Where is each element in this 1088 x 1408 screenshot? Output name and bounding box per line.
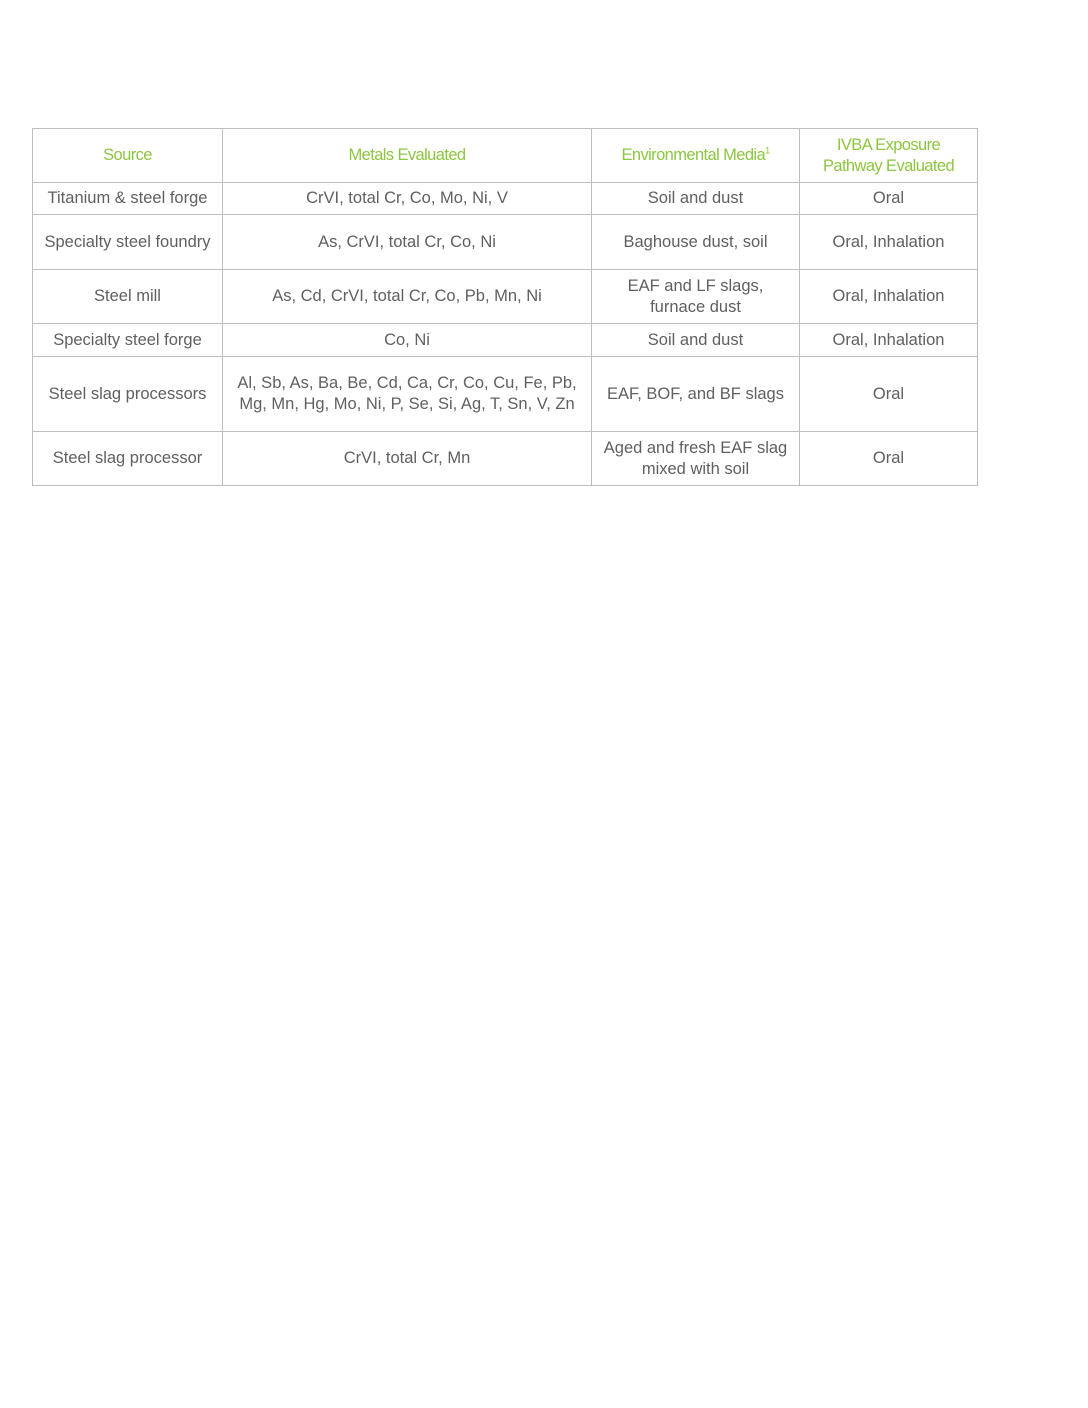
metals-table — [32, 128, 978, 486]
cell-pathway: Oral, Inhalation — [800, 270, 978, 324]
table-row — [33, 357, 978, 432]
header-environmental-media — [592, 129, 800, 183]
footnote-marker: 1 — [765, 145, 770, 156]
table-row — [33, 215, 978, 270]
cell-media: Baghouse dust, soil — [592, 215, 800, 270]
header-exposure-pathway: IVBA Exposure Pathway Evaluated — [800, 129, 978, 183]
table-row — [33, 270, 978, 324]
table-header-row — [33, 129, 978, 183]
table-row — [33, 324, 978, 357]
cell-source: Steel mill — [33, 270, 223, 324]
cell-pathway: Oral, Inhalation — [800, 215, 978, 270]
cell-metals: As, CrVI, total Cr, Co, Ni — [223, 215, 592, 270]
header-environmental-media-label: Environmental Media — [621, 146, 766, 164]
cell-metals: CrVI, total Cr, Mn — [223, 432, 592, 486]
header-source: Source — [33, 129, 223, 183]
cell-source: Steel slag processor — [33, 432, 223, 486]
cell-metals: As, Cd, CrVI, total Cr, Co, Pb, Mn, Ni — [223, 270, 592, 324]
header-metals-evaluated: Metals Evaluated — [223, 129, 592, 183]
cell-metals: Co, Ni — [223, 324, 592, 357]
cell-source: Titanium & steel forge — [33, 183, 223, 215]
cell-pathway: Oral, Inhalation — [800, 324, 978, 357]
cell-source: Specialty steel foundry — [33, 215, 223, 270]
cell-media: EAF, BOF, and BF slags — [592, 357, 800, 432]
cell-source: Steel slag processors — [33, 357, 223, 432]
cell-pathway: Oral — [800, 432, 978, 486]
cell-metals: Al, Sb, As, Ba, Be, Cd, Ca, Cr, Co, Cu, Fe, Pb, Mg, Mn, Hg, Mo, Ni, P, Se, Si, Ag, T, Sn, V, Zn — [223, 357, 592, 432]
table-row — [33, 183, 978, 215]
cell-metals: CrVI, total Cr, Co, Mo, Ni, V — [223, 183, 592, 215]
cell-media: Soil and dust — [592, 183, 800, 215]
cell-media: Aged and fresh EAF slag mixed with soil — [592, 432, 800, 486]
cell-media: Soil and dust — [592, 324, 800, 357]
cell-media: EAF and LF slags, furnace dust — [592, 270, 800, 324]
cell-pathway: Oral — [800, 357, 978, 432]
table-row — [33, 432, 978, 486]
cell-source: Specialty steel forge — [33, 324, 223, 357]
cell-pathway: Oral — [800, 183, 978, 215]
